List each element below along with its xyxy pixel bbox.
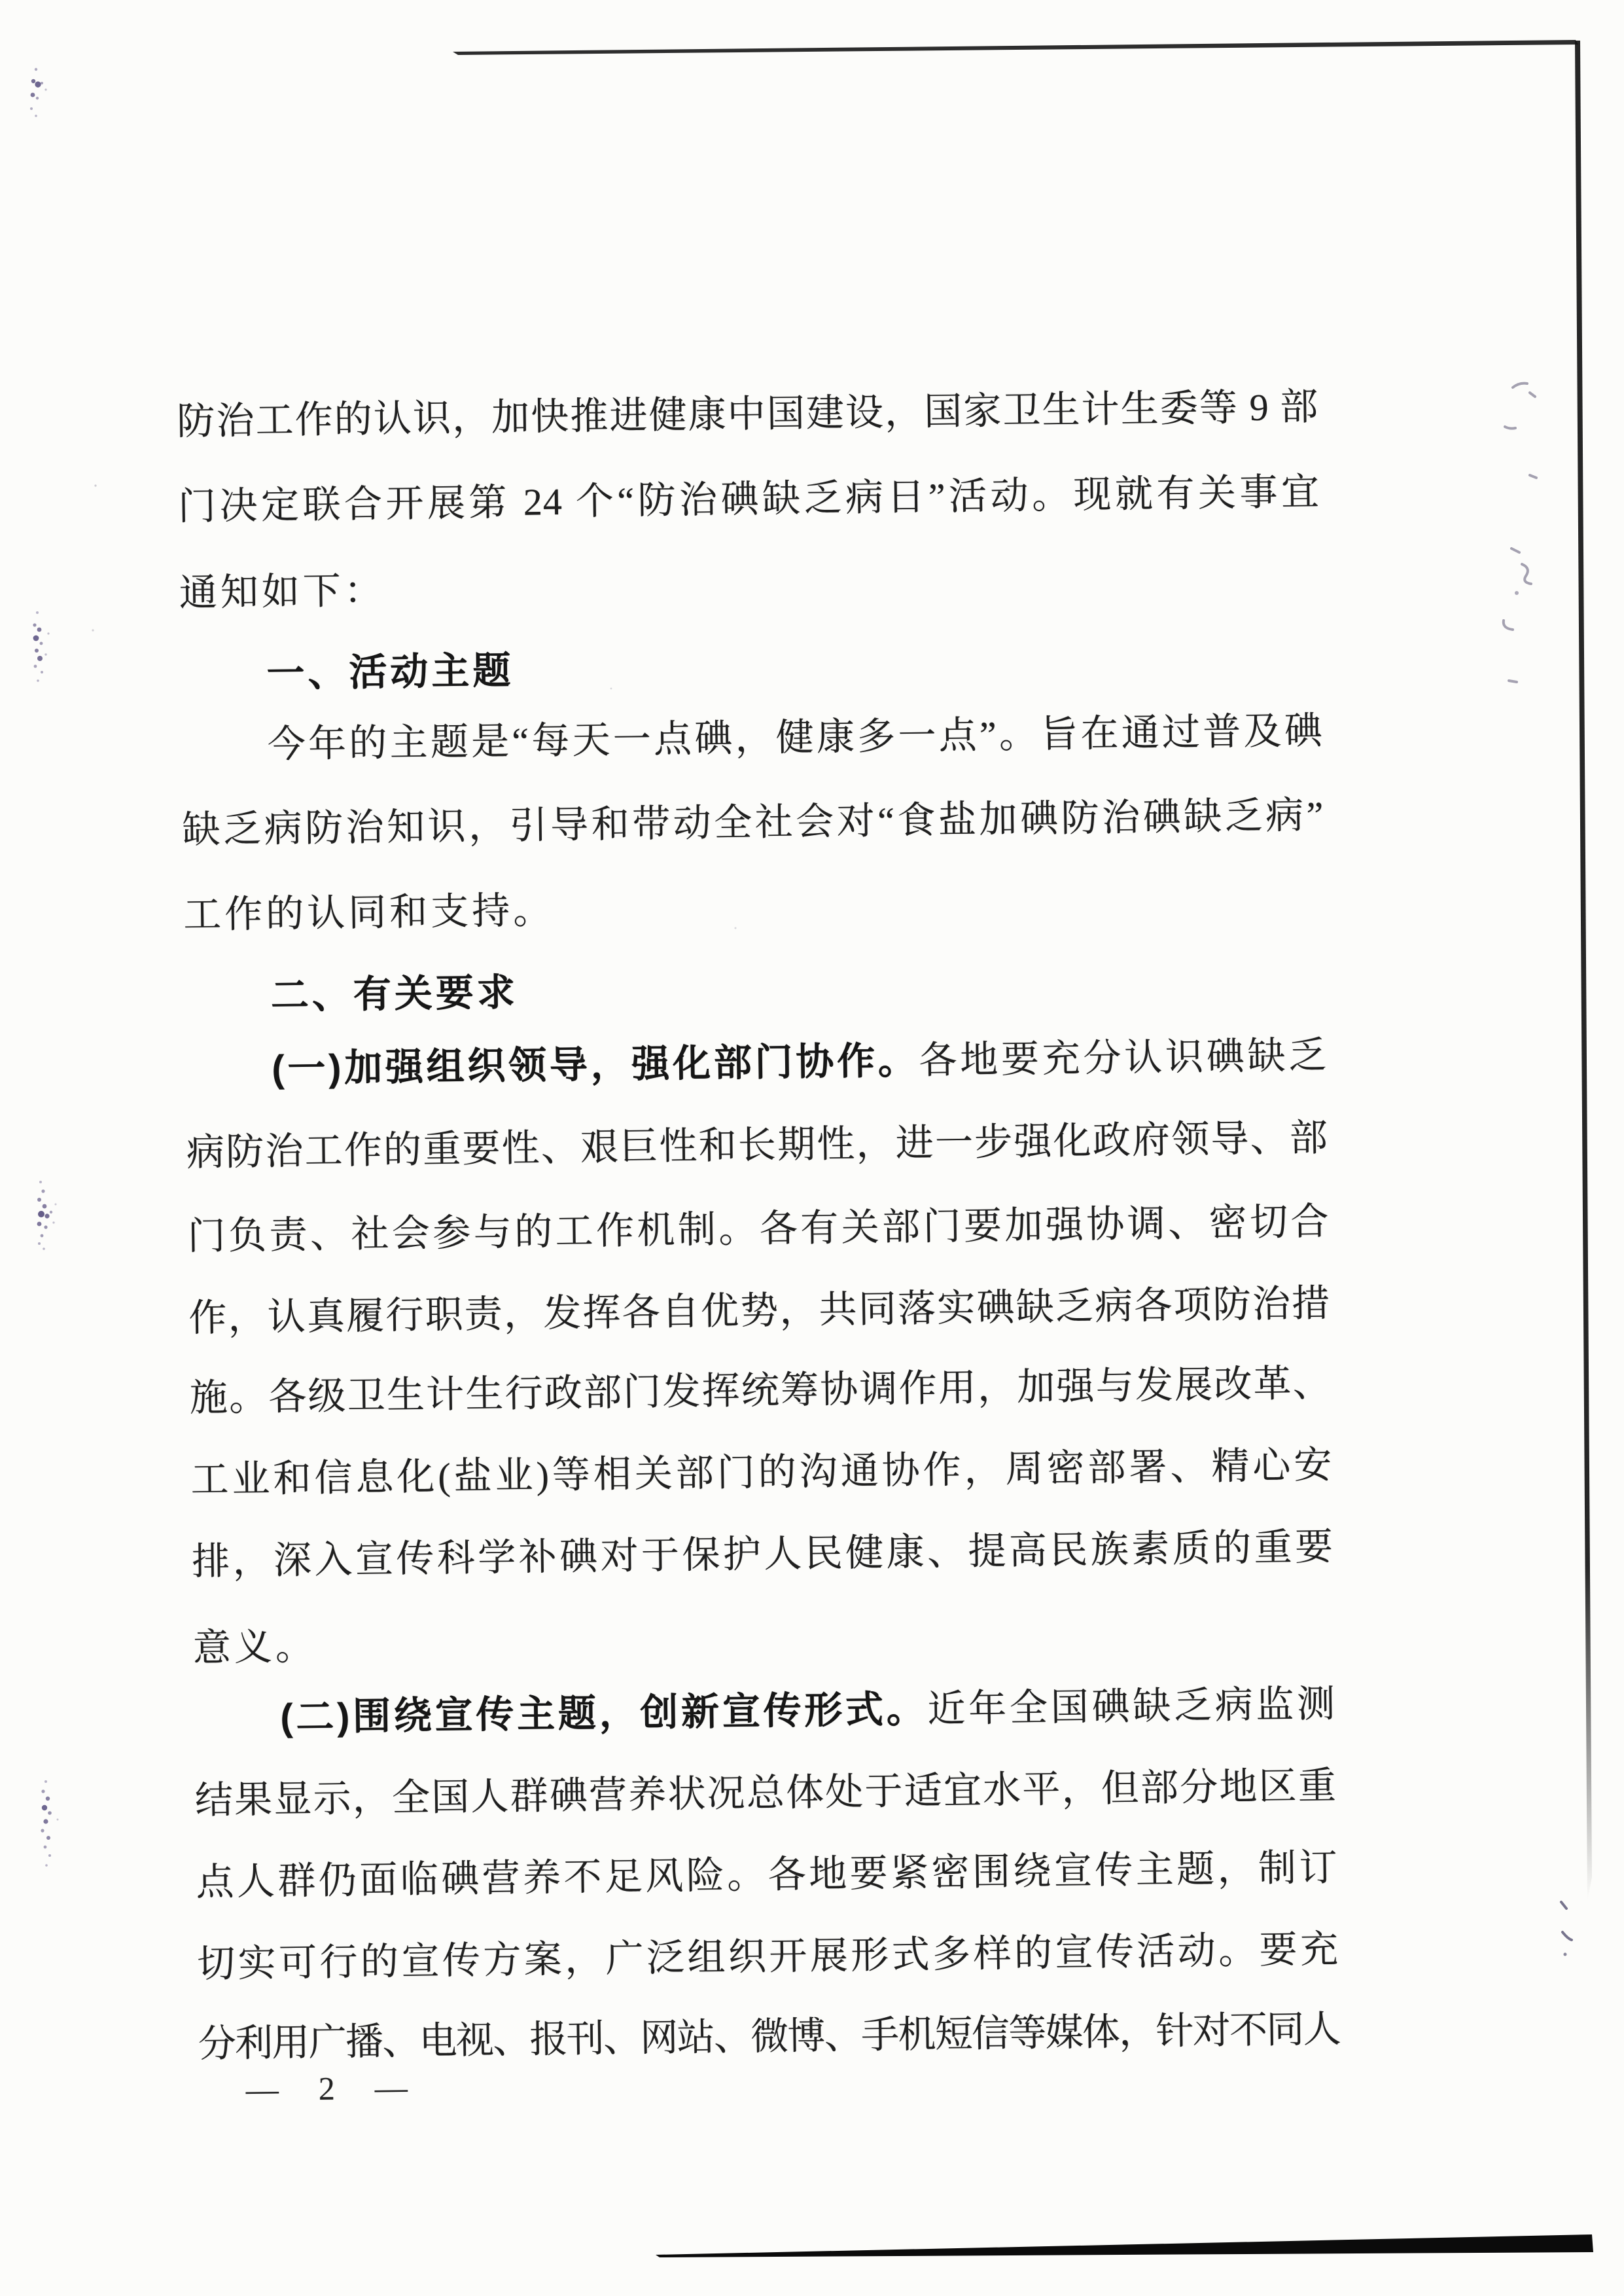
bold-lead-in: (一)加强组织领导，强化部门协作。	[271, 1039, 919, 1090]
text-line: 意义。	[192, 1624, 317, 1670]
text-line: 一、活动主题	[266, 649, 514, 695]
text-line: 点人群仍面临碘营养不足风险。各地要紧密围绕宣传主题，制订	[196, 1846, 1338, 1904]
text-line: 今年的主题是“每天一点碘，健康多一点”。旨在通过普及碘	[267, 709, 1324, 766]
text-line: 工业和信息化(盐业)等相关部门的沟通协作，周密部署、精心安	[190, 1443, 1333, 1501]
text-line: 门决定联合开展第 24 个“防治碘缺乏病日”活动。现就有关事宜	[177, 470, 1320, 528]
text-line: (一)加强组织领导，强化部门协作。各地要充分认识碘缺乏	[271, 1033, 1328, 1090]
text-line: 通知如下：	[179, 569, 386, 615]
text-line: 工作的认同和支持。	[183, 889, 555, 937]
text-line: 缺乏病防治知识，引导和带动全社会对“食盐加碘防治碘缺乏病”	[182, 793, 1324, 852]
text-line: 结果显示，全国人群碘营养状况总体处于适宜水平，但部分地区重	[194, 1764, 1337, 1822]
text-line: 分利用广播、电视、报刊、网站、微博、手机短信等媒体，针对不同人	[198, 2007, 1341, 2066]
text-line: 二、有关要求	[270, 971, 519, 1017]
text-line: 排，深入宣传科学补碘对于保护人民健康、提高民族素质的重要	[191, 1525, 1334, 1583]
bold-lead-in: (二)围绕宣传主题，创新宣传形式。	[279, 1687, 928, 1739]
text-line: 作，认真履行职责，发挥各自优势，共同落实碘缺乏病各项防治措	[188, 1282, 1331, 1340]
text-line: 施。各级卫生计生行政部门发挥统筹协调作用，加强与发展改革、	[189, 1361, 1332, 1420]
text-line: 病防治工作的重要性、艰巨性和长期性，进一步强化政府领导、部	[186, 1116, 1329, 1174]
text-line: 切实可行的宣传方案，广泛组织开展形式多样的宣传活动。要充	[196, 1928, 1339, 1986]
text-line: 门负责、社会参与的工作机制。各有关部门要加强协调、密切合	[187, 1200, 1330, 1258]
text-line: 防治工作的认识，加快推进健康中国建设，国家卫生计生委等 9 部	[176, 385, 1319, 443]
page-number: — 2 —	[245, 2069, 416, 2108]
text-line: (二)围绕宣传主题，创新宣传形式。近年全国碘缺乏病监测	[279, 1682, 1336, 1739]
